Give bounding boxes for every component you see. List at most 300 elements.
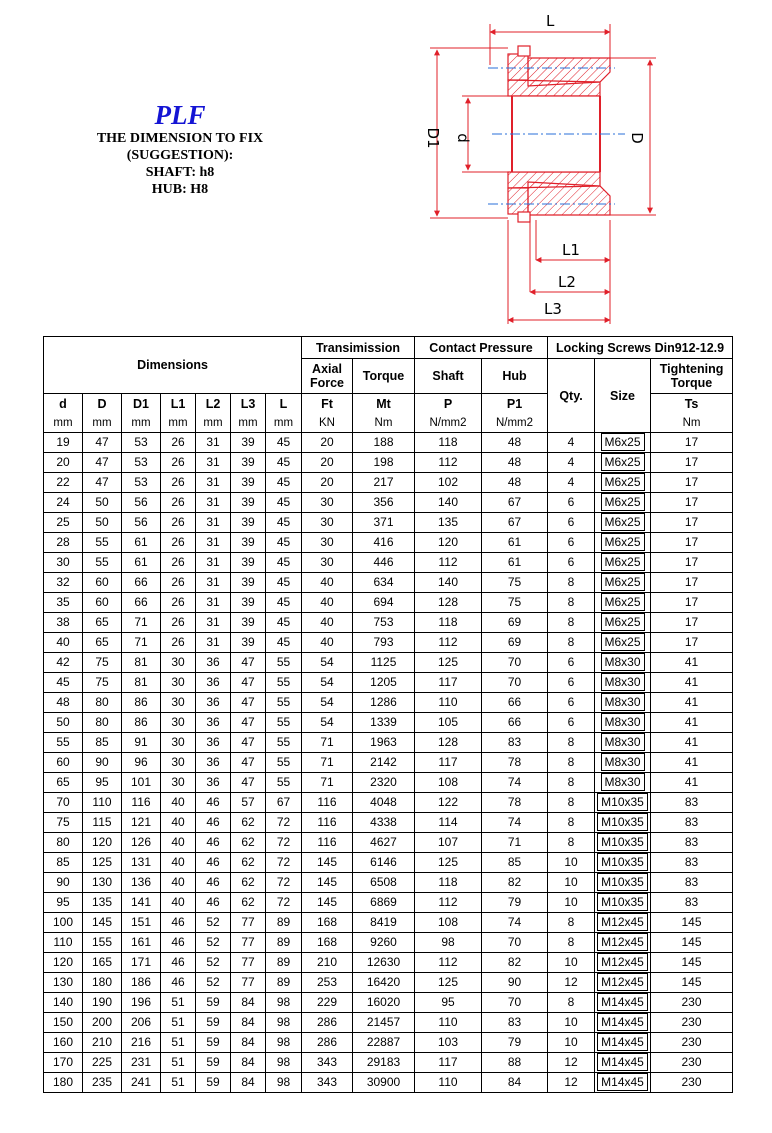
table-cell: 26 <box>161 433 196 453</box>
table-body <box>44 433 733 1093</box>
table-cell: 26 <box>161 513 196 533</box>
table-cell: 140 <box>415 493 482 513</box>
table-row <box>44 653 733 673</box>
table-cell: 30 <box>161 713 196 733</box>
table-cell: 77 <box>231 913 266 933</box>
column-unit: mm <box>231 413 266 433</box>
table-cell: 85 <box>83 733 122 753</box>
table-cell: 47 <box>83 453 122 473</box>
screw-size: M6x25 <box>601 633 645 651</box>
table-cell: 45 <box>266 533 302 553</box>
table-cell: 62 <box>231 813 266 833</box>
screw-size: M8x30 <box>601 773 645 791</box>
table-cell: 10 <box>548 953 595 973</box>
table-cell: 71 <box>302 753 353 773</box>
label-d: d <box>454 133 472 143</box>
group-locking-screws: Locking Screws Din912-12.9 <box>548 337 733 359</box>
table-cell: 29183 <box>353 1053 415 1073</box>
table-cell: 50 <box>83 493 122 513</box>
table-cell: 83 <box>651 853 733 873</box>
table-row <box>44 933 733 953</box>
column-unit: mm <box>161 413 196 433</box>
screw-size: M8x30 <box>601 693 645 711</box>
table-cell: 1963 <box>353 733 415 753</box>
table-cell: 59 <box>196 1033 231 1053</box>
table-cell: 371 <box>353 513 415 533</box>
column-symbol: P <box>415 394 482 414</box>
table-cell: 66 <box>482 713 548 733</box>
table-cell: 46 <box>196 873 231 893</box>
table-cell: 4 <box>548 453 595 473</box>
table-cell: 69 <box>482 633 548 653</box>
table-cell: 59 <box>196 1053 231 1073</box>
table-cell: 66 <box>122 573 161 593</box>
table-cell: 171 <box>122 953 161 973</box>
table-cell: 10 <box>548 893 595 913</box>
table-cell: 55 <box>83 533 122 553</box>
table-cell: 75 <box>44 813 83 833</box>
table-cell: 71 <box>482 833 548 853</box>
screw-size: M12x45 <box>597 953 648 971</box>
table-cell: 83 <box>651 893 733 913</box>
table-cell: 75 <box>482 593 548 613</box>
table-cell: 83 <box>651 833 733 853</box>
table-cell: 8419 <box>353 913 415 933</box>
table-cell: 57 <box>231 793 266 813</box>
table-cell <box>595 913 651 933</box>
table-cell: 6 <box>548 493 595 513</box>
table-cell: 6 <box>548 653 595 673</box>
screw-size: M12x45 <box>597 933 648 951</box>
table-cell <box>595 753 651 773</box>
table-cell: 8 <box>548 773 595 793</box>
table-cell: 1125 <box>353 653 415 673</box>
table-cell: 12 <box>548 1073 595 1093</box>
table-cell: 45 <box>266 433 302 453</box>
screw-size: M8x30 <box>601 753 645 771</box>
table-cell: 41 <box>651 653 733 673</box>
table-cell: 130 <box>83 873 122 893</box>
table-cell: 141 <box>122 893 161 913</box>
table-cell: 46 <box>196 813 231 833</box>
table-cell: 45 <box>266 613 302 633</box>
table-cell: 31 <box>196 573 231 593</box>
table-row <box>44 833 733 853</box>
table-cell: 19 <box>44 433 83 453</box>
table-cell: 170 <box>44 1053 83 1073</box>
table-cell: 39 <box>231 473 266 493</box>
table-cell: 98 <box>266 1073 302 1093</box>
table-row <box>44 573 733 593</box>
table-cell <box>595 793 651 813</box>
table-cell <box>595 993 651 1013</box>
table-row <box>44 993 733 1013</box>
table-header <box>44 337 733 433</box>
table-cell: 90 <box>482 973 548 993</box>
table-cell: 60 <box>83 573 122 593</box>
table-cell: 8 <box>548 593 595 613</box>
table-cell: 130 <box>44 973 83 993</box>
table-cell: 60 <box>44 753 83 773</box>
table-cell: 31 <box>196 493 231 513</box>
table-cell: 30 <box>302 493 353 513</box>
table-cell: 45 <box>266 493 302 513</box>
table-cell: 121 <box>122 813 161 833</box>
table-cell: 39 <box>231 593 266 613</box>
table-cell: 105 <box>415 713 482 733</box>
table-cell: 131 <box>122 853 161 873</box>
table-cell: 39 <box>231 533 266 553</box>
table-cell: 112 <box>415 553 482 573</box>
table-cell: 40 <box>161 793 196 813</box>
table-cell: 30 <box>302 553 353 573</box>
table-row <box>44 453 733 473</box>
column-unit: mm <box>196 413 231 433</box>
table-cell: 39 <box>231 453 266 473</box>
table-cell: 54 <box>302 693 353 713</box>
table-cell: 40 <box>161 853 196 873</box>
table-cell: 47 <box>231 773 266 793</box>
table-cell: 61 <box>122 553 161 573</box>
table-cell: 17 <box>651 433 733 453</box>
table-cell: 140 <box>415 573 482 593</box>
table-row <box>44 673 733 693</box>
column-unit: Nm <box>353 413 415 433</box>
label-L: L <box>546 12 555 30</box>
table-cell: 70 <box>482 933 548 953</box>
table-cell: 50 <box>44 713 83 733</box>
screw-size: M10x35 <box>597 813 648 831</box>
table-cell <box>595 693 651 713</box>
table-cell: 117 <box>415 753 482 773</box>
table-cell: 230 <box>651 1013 733 1033</box>
column-unit: mm <box>44 413 83 433</box>
table-cell: 45 <box>266 513 302 533</box>
table-cell: 54 <box>302 653 353 673</box>
table-cell: 168 <box>302 913 353 933</box>
table-cell: 36 <box>196 693 231 713</box>
table-cell: 46 <box>161 953 196 973</box>
table-cell: 53 <box>122 473 161 493</box>
screw-size: M6x25 <box>601 613 645 631</box>
table-cell: 180 <box>83 973 122 993</box>
table-cell: 84 <box>231 1053 266 1073</box>
product-name: PLF <box>154 100 206 130</box>
table-cell: 84 <box>482 1073 548 1093</box>
table-cell: 95 <box>415 993 482 1013</box>
table-cell: 51 <box>161 1033 196 1053</box>
table-cell: 66 <box>122 593 161 613</box>
table-cell: 83 <box>482 733 548 753</box>
table-cell: 343 <box>302 1073 353 1093</box>
table-cell: 82 <box>482 873 548 893</box>
table-cell: 112 <box>415 953 482 973</box>
table-cell <box>595 493 651 513</box>
table-cell: 30 <box>302 533 353 553</box>
table-row <box>44 953 733 973</box>
label-L2: L2 <box>558 273 576 291</box>
table-cell: 198 <box>353 453 415 473</box>
table-cell: 116 <box>302 793 353 813</box>
table-cell: 85 <box>44 853 83 873</box>
table-cell: 1205 <box>353 673 415 693</box>
table-cell: 84 <box>231 1013 266 1033</box>
table-cell: 72 <box>266 893 302 913</box>
screw-size: M6x25 <box>601 573 645 591</box>
table-cell: 28 <box>44 533 83 553</box>
table-cell: 117 <box>415 1053 482 1073</box>
table-cell: 6869 <box>353 893 415 913</box>
table-cell: 83 <box>651 873 733 893</box>
table-cell: 110 <box>415 693 482 713</box>
table-cell: 26 <box>161 573 196 593</box>
table-cell: 136 <box>122 873 161 893</box>
table-row <box>44 633 733 653</box>
table-cell: 51 <box>161 1013 196 1033</box>
table-cell: 39 <box>231 493 266 513</box>
screw-size: M14x45 <box>597 1033 648 1051</box>
table-cell: 416 <box>353 533 415 553</box>
table-cell: 20 <box>302 453 353 473</box>
table-cell: 8 <box>548 793 595 813</box>
table-cell: 47 <box>231 653 266 673</box>
table-cell <box>595 873 651 893</box>
table-cell: 79 <box>482 1033 548 1053</box>
table-cell: 17 <box>651 573 733 593</box>
table-cell: 86 <box>122 713 161 733</box>
table-row <box>44 1033 733 1053</box>
table-cell: 45 <box>266 473 302 493</box>
table-cell: 17 <box>651 633 733 653</box>
header-qty: Qty. <box>548 359 595 433</box>
table-cell: 12 <box>548 973 595 993</box>
table-cell: 55 <box>266 653 302 673</box>
table-cell: 24 <box>44 493 83 513</box>
table-cell <box>595 673 651 693</box>
table-cell: 98 <box>266 1053 302 1073</box>
table-cell: 16420 <box>353 973 415 993</box>
table-cell: 84 <box>231 1033 266 1053</box>
table-cell: 95 <box>83 773 122 793</box>
table-cell: 83 <box>651 793 733 813</box>
table-cell: 128 <box>415 733 482 753</box>
table-cell: 103 <box>415 1033 482 1053</box>
table-cell: 52 <box>196 973 231 993</box>
table-cell: 446 <box>353 553 415 573</box>
table-cell <box>595 1053 651 1073</box>
table-cell: 125 <box>415 853 482 873</box>
table-cell: 89 <box>266 913 302 933</box>
screw-size: M6x25 <box>601 493 645 511</box>
table-cell: 694 <box>353 593 415 613</box>
table-cell: 101 <box>122 773 161 793</box>
table-cell: 47 <box>83 433 122 453</box>
table-cell: 161 <box>122 933 161 953</box>
table-row <box>44 973 733 993</box>
table-cell: 75 <box>83 653 122 673</box>
screw-size: M6x25 <box>601 473 645 491</box>
table-row <box>44 913 733 933</box>
table-cell: 45 <box>44 673 83 693</box>
table-cell: 117 <box>415 673 482 693</box>
table-cell: 47 <box>231 673 266 693</box>
table-cell: 17 <box>651 553 733 573</box>
table-cell: 112 <box>415 633 482 653</box>
table-cell: 4048 <box>353 793 415 813</box>
screw-size: M10x35 <box>597 853 648 871</box>
table-cell: 216 <box>122 1033 161 1053</box>
column-unit: N/mm2 <box>482 413 548 433</box>
column-unit: KN <box>302 413 353 433</box>
table-cell: 36 <box>196 653 231 673</box>
table-cell: 45 <box>266 633 302 653</box>
shaft-tolerance: SHAFT: h8 <box>145 165 215 180</box>
screw-size: M8x30 <box>601 673 645 691</box>
table-cell <box>595 473 651 493</box>
group-dimensions: Dimensions <box>44 337 302 394</box>
table-cell: 230 <box>651 1073 733 1093</box>
table-cell: 145 <box>302 853 353 873</box>
table-cell: 47 <box>83 473 122 493</box>
table-cell: 125 <box>415 653 482 673</box>
column-unit: N/mm2 <box>415 413 482 433</box>
table-cell: 4627 <box>353 833 415 853</box>
column-unit: mm <box>266 413 302 433</box>
table-row <box>44 733 733 753</box>
header-shaft: Shaft <box>415 359 482 394</box>
technical-drawing <box>410 10 670 328</box>
table-cell: 77 <box>231 953 266 973</box>
table-cell: 78 <box>482 753 548 773</box>
table-cell: 55 <box>266 673 302 693</box>
table-cell: 6 <box>548 673 595 693</box>
table-cell: 55 <box>266 753 302 773</box>
table-cell: 135 <box>83 893 122 913</box>
table-cell: 8 <box>548 573 595 593</box>
table-cell <box>595 893 651 913</box>
table-cell: 71 <box>122 633 161 653</box>
table-cell: 36 <box>196 753 231 773</box>
table-cell: 110 <box>83 793 122 813</box>
table-cell: 231 <box>122 1053 161 1073</box>
label-L1: L1 <box>562 241 580 259</box>
table-cell: 46 <box>161 933 196 953</box>
table-cell: 59 <box>196 993 231 1013</box>
table-cell: 35 <box>44 593 83 613</box>
table-row <box>44 773 733 793</box>
table-cell: 67 <box>482 493 548 513</box>
table-cell: 95 <box>44 893 83 913</box>
table-cell: 55 <box>266 733 302 753</box>
table-cell: 145 <box>302 893 353 913</box>
table-cell: 55 <box>266 713 302 733</box>
table-cell: 66 <box>482 693 548 713</box>
table-row <box>44 613 733 633</box>
table-cell: 41 <box>651 773 733 793</box>
table-cell: 77 <box>231 933 266 953</box>
screw-size: M10x35 <box>597 793 648 811</box>
screw-size: M14x45 <box>597 1053 648 1071</box>
table-cell: 72 <box>266 873 302 893</box>
table-cell: 30 <box>44 553 83 573</box>
table-cell: 89 <box>266 953 302 973</box>
table-cell: 145 <box>651 933 733 953</box>
header-hub: Hub <box>482 359 548 394</box>
table-cell: 96 <box>122 753 161 773</box>
table-cell: 145 <box>651 973 733 993</box>
table-cell: 74 <box>482 813 548 833</box>
table-cell: 55 <box>266 773 302 793</box>
table-cell: 8 <box>548 913 595 933</box>
table-cell: 30 <box>161 733 196 753</box>
table-cell: 31 <box>196 473 231 493</box>
table-row <box>44 813 733 833</box>
table-cell: 120 <box>83 833 122 853</box>
table-cell <box>595 453 651 473</box>
table-cell: 81 <box>122 673 161 693</box>
table-cell: 12630 <box>353 953 415 973</box>
table-cell: 47 <box>231 713 266 733</box>
table-cell: 110 <box>415 1013 482 1033</box>
screw-size: M6x25 <box>601 553 645 571</box>
table-cell: 42 <box>44 653 83 673</box>
table-cell: 75 <box>482 573 548 593</box>
table-cell: 65 <box>83 613 122 633</box>
table-cell: 39 <box>231 513 266 533</box>
table-cell: 286 <box>302 1013 353 1033</box>
table-cell: 70 <box>482 653 548 673</box>
column-symbol: L3 <box>231 394 266 414</box>
table-cell: 17 <box>651 533 733 553</box>
table-cell: 85 <box>482 853 548 873</box>
table-cell: 89 <box>266 973 302 993</box>
table-cell: 20 <box>44 453 83 473</box>
table-cell: 200 <box>83 1013 122 1033</box>
table-cell: 40 <box>302 633 353 653</box>
table-row <box>44 513 733 533</box>
column-unit: mm <box>122 413 161 433</box>
table-cell: 112 <box>415 893 482 913</box>
table-cell: 46 <box>161 913 196 933</box>
column-symbol: L1 <box>161 394 196 414</box>
table-cell: 45 <box>266 593 302 613</box>
table-cell <box>595 433 651 453</box>
table-cell: 634 <box>353 573 415 593</box>
table-cell: 52 <box>196 933 231 953</box>
table-cell: 8 <box>548 733 595 753</box>
table-cell: 6 <box>548 513 595 533</box>
table-cell <box>595 733 651 753</box>
table-cell: 6 <box>548 693 595 713</box>
table-cell: 210 <box>83 1033 122 1053</box>
table-cell: 59 <box>196 1013 231 1033</box>
table-cell: 90 <box>83 753 122 773</box>
table-cell: 72 <box>266 833 302 853</box>
table-cell: 31 <box>196 593 231 613</box>
table-cell: 31 <box>196 533 231 553</box>
column-symbol: L <box>266 394 302 414</box>
table-cell: 17 <box>651 513 733 533</box>
table-cell: 36 <box>196 773 231 793</box>
table-cell: 4338 <box>353 813 415 833</box>
table-cell: 45 <box>266 453 302 473</box>
table-cell: 25 <box>44 513 83 533</box>
table-cell: 70 <box>482 993 548 1013</box>
table-cell: 56 <box>122 513 161 533</box>
table-cell: 41 <box>651 713 733 733</box>
table-cell: 74 <box>482 913 548 933</box>
table-cell: 168 <box>302 933 353 953</box>
